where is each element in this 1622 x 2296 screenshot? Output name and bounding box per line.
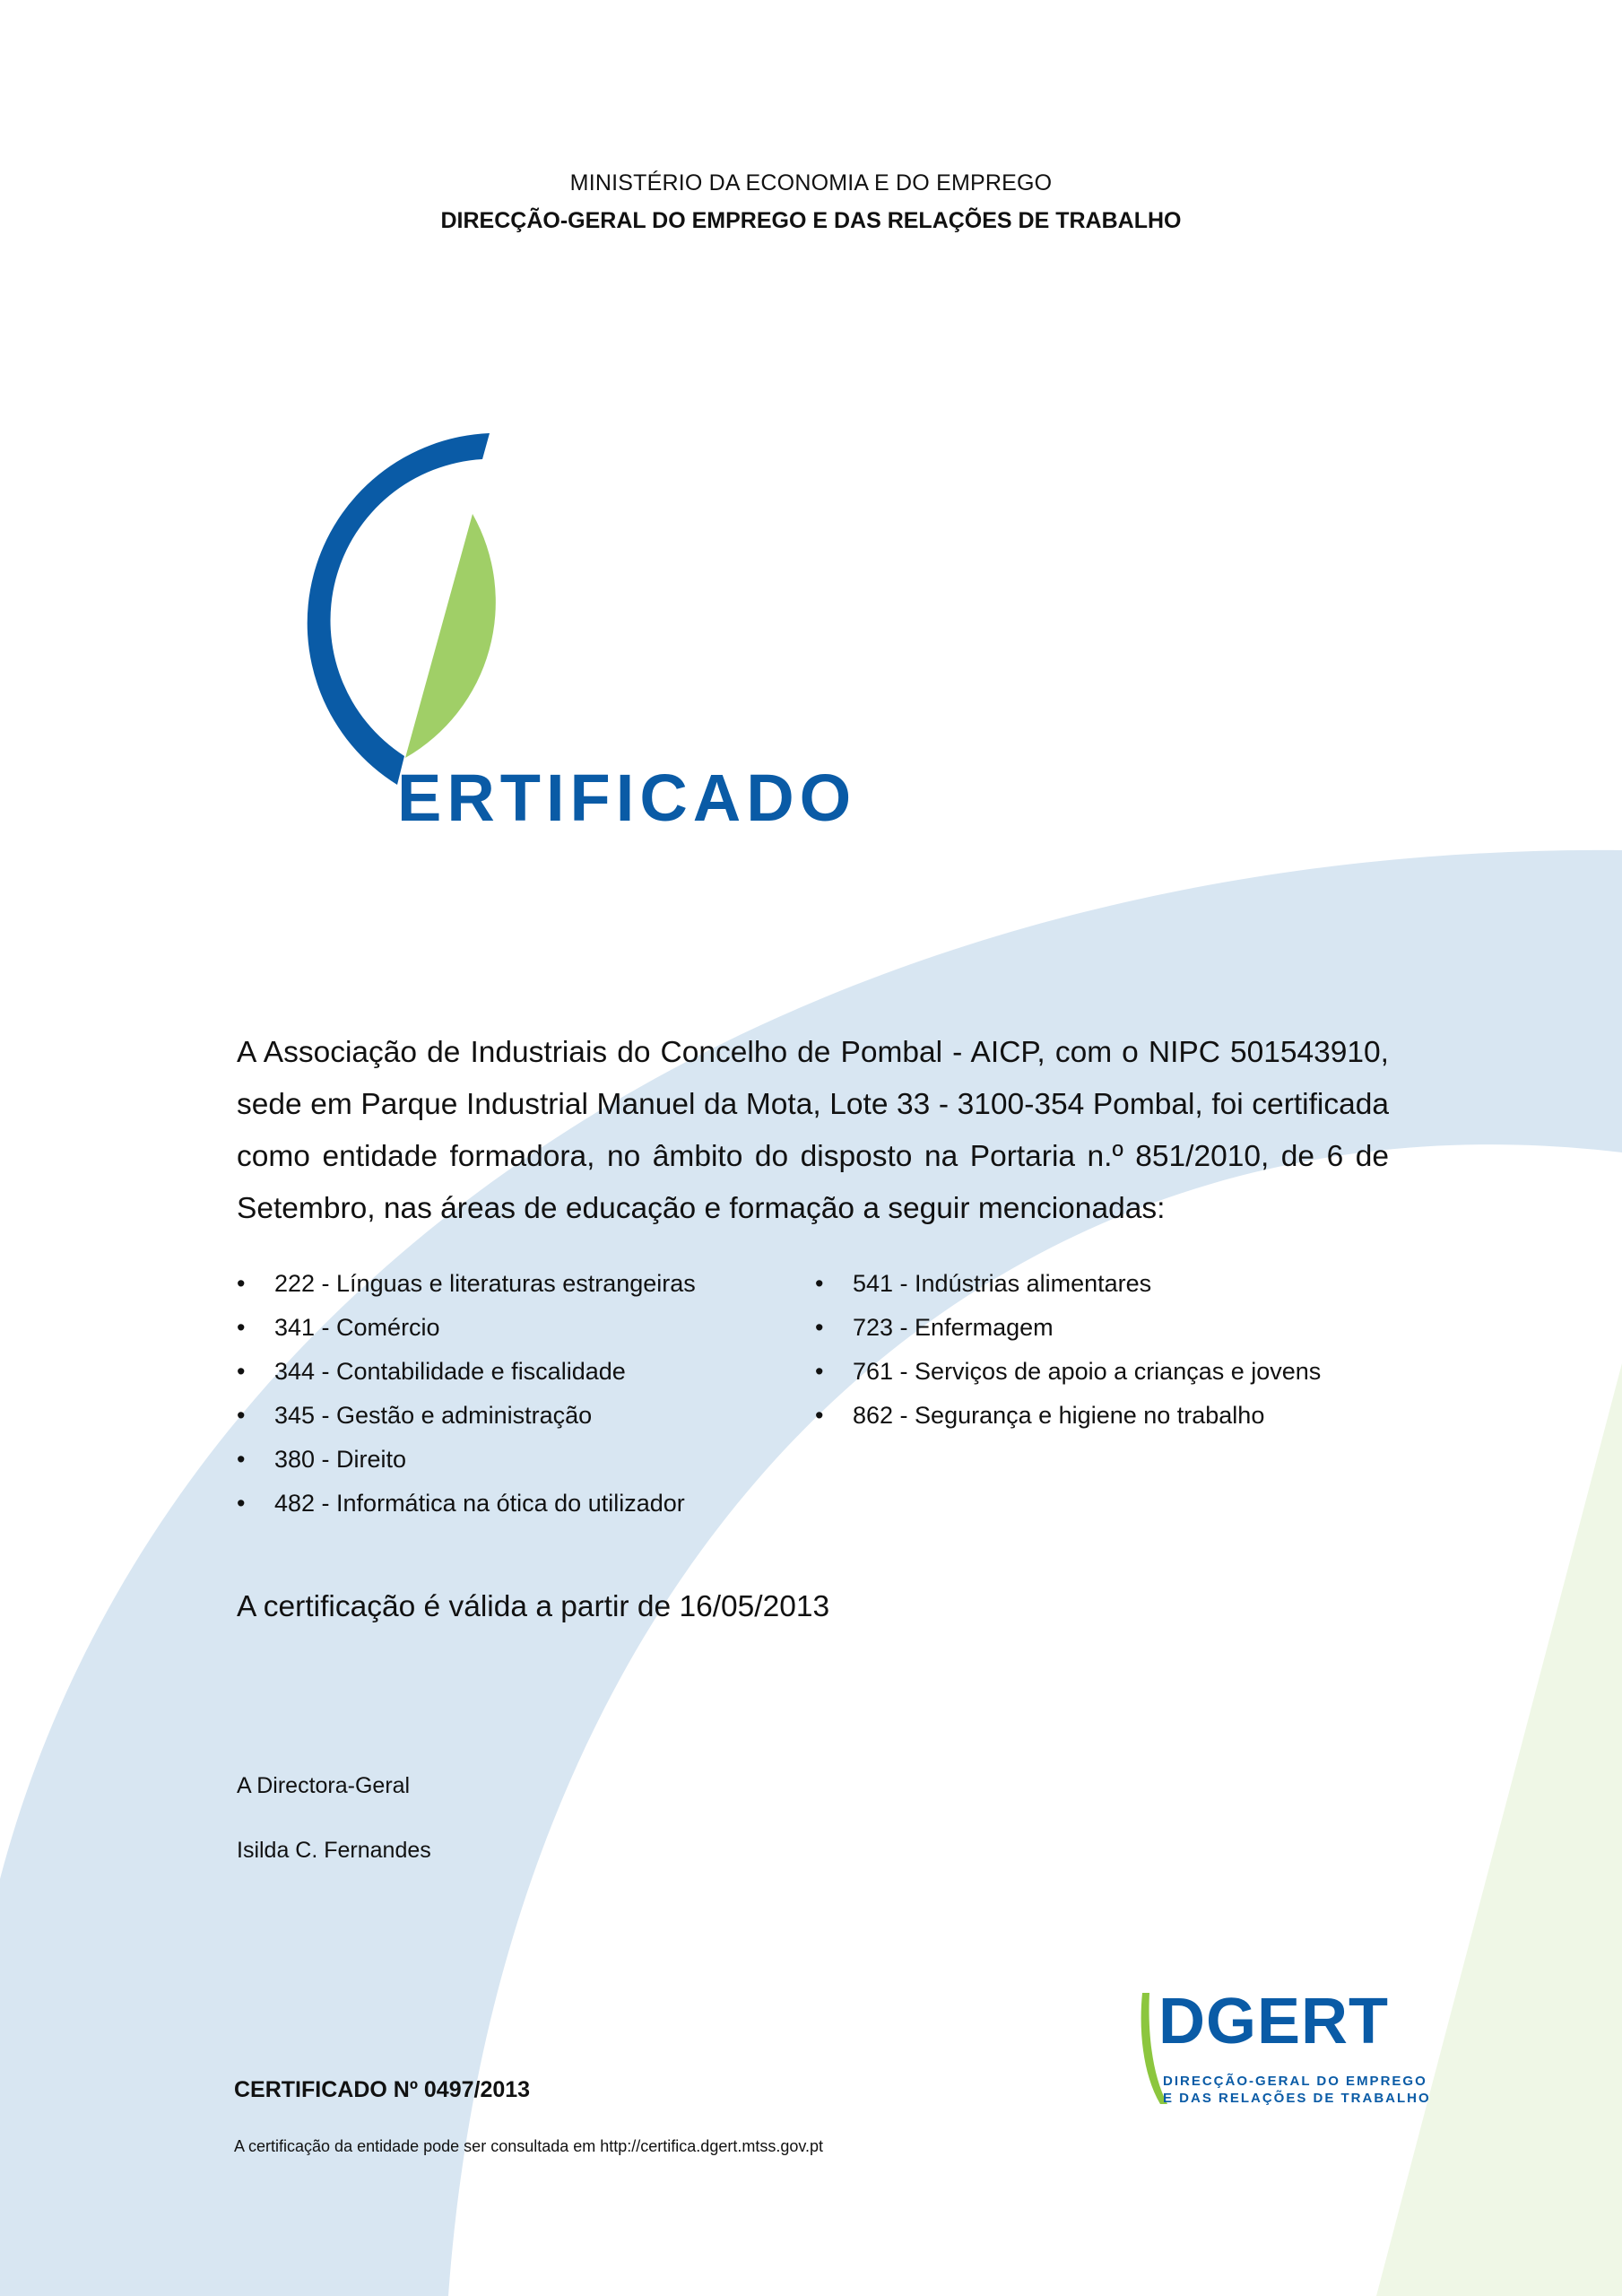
certificate-number: CERTIFICADO Nº 0497/2013 [234, 2077, 531, 2102]
list-item: • 482 - Informática na ótica do utilizador [237, 1482, 815, 1526]
list-item: • 222 - Línguas e literaturas estrangeiras [237, 1262, 815, 1306]
list-item: • 380 - Direito [237, 1438, 815, 1482]
certificado-wordmark: ERTIFICADO [397, 761, 857, 835]
signatory-role: A Directora-Geral [237, 1773, 411, 1798]
list-item: • 761 - Serviços de apoio a crianças e jovens [815, 1350, 1321, 1394]
list-item: • 862 - Segurança e higiene no trabalho [815, 1394, 1321, 1438]
ministry-heading: MINISTÉRIO DA ECONOMIA E DO EMPREGO [569, 170, 1053, 196]
certification-statement: A Associação de Industriais do Concelho de Pombal - AICP, com o NIPC 501543910, sede em Parque Industrial Manuel da Mota, Lote 33 - 3100-354 Pombal, foi certificada como entidade formadora, no âmbito do disposto na Portaria n.º 851/2010, de 6 de Setembro, nas áreas de educação e formação a seguir mencionadas: [237, 1036, 1389, 1225]
list-item: • 341 - Comércio [237, 1306, 815, 1350]
dgert-logo-subtitle-line: DIRECÇÃO-GERAL DO EMPREGO [1163, 2074, 1427, 2089]
training-areas-right-list [815, 1262, 1321, 1526]
dgert-logo-subtitle [1163, 2073, 1431, 2107]
dgert-logo-subtitle-line: E DAS RELAÇÕES DE TRABALHO [1163, 2091, 1431, 2106]
validity-statement: A certificação é válida a partir de 16/05/2013 [237, 1590, 830, 1623]
signatory-name: Isilda C. Fernandes [237, 1838, 431, 1863]
consultation-note: A certificação da entidade pode ser consultada em http://certifica.dgert.mtss.gov.pt [234, 2137, 824, 2155]
list-item: • 723 - Enfermagem [815, 1306, 1321, 1350]
logo-green-half-disc [405, 514, 496, 758]
training-areas-left-list [237, 1262, 815, 1526]
list-item: • 345 - Gestão e administração [237, 1394, 815, 1438]
list-item: • 344 - Contabilidade e fiscalidade [237, 1350, 815, 1394]
dgert-logo-wordmark: DGERT [1158, 1986, 1389, 2057]
training-areas [237, 1262, 1447, 1526]
directorate-heading: DIRECÇÃO-GERAL DO EMPREGO E DAS RELAÇÕES DE TRABALHO [440, 208, 1182, 233]
list-item: • 541 - Indústrias alimentares [815, 1262, 1321, 1306]
